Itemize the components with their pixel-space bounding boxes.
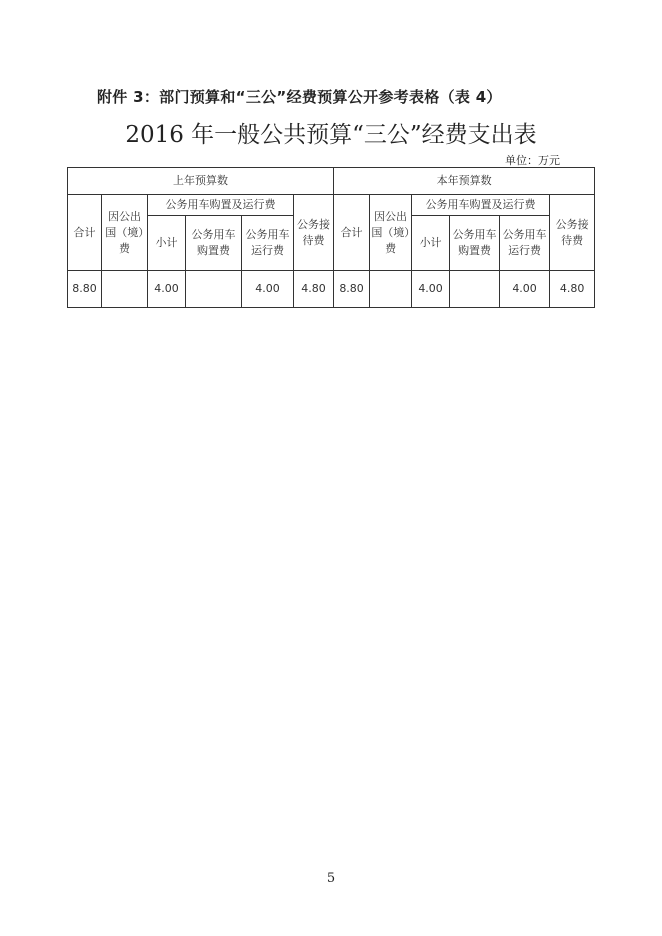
current-subtotal-cell: 4.00 xyxy=(412,271,450,308)
current-vehicle-purchase-cell xyxy=(450,271,500,308)
current-reception-cell: 4.80 xyxy=(550,271,595,308)
page-title: 2016 年一般公共预算“三公”经费支出表 xyxy=(125,122,537,148)
prior-overseas-cell xyxy=(102,271,148,308)
current-total-header: 合计 xyxy=(334,195,370,271)
prior-total-cell: 8.80 xyxy=(68,271,102,308)
budget-table xyxy=(67,167,595,308)
prior-vehicle-operation-cell: 4.00 xyxy=(242,271,294,308)
unit-label: 单位：万元 xyxy=(505,154,560,167)
current-vehicle-purchase-header: 公务用车购置费 xyxy=(450,216,500,271)
current-overseas-cell xyxy=(370,271,412,308)
table-row xyxy=(68,271,595,308)
current-subtotal-header: 小计 xyxy=(412,216,450,271)
current-reception-header: 公务接待费 xyxy=(550,195,595,271)
prior-reception-header: 公务接待费 xyxy=(294,195,334,271)
page-number: 5 xyxy=(326,871,336,886)
prior-subtotal-header: 小计 xyxy=(148,216,186,271)
current-overseas-header: 因公出国（境）费 xyxy=(370,195,412,271)
prior-overseas-header: 因公出国（境）费 xyxy=(102,195,148,271)
prior-vehicle-operation-header: 公务用车运行费 xyxy=(242,216,294,271)
prior-reception-cell: 4.80 xyxy=(294,271,334,308)
prior-subtotal-cell: 4.00 xyxy=(148,271,186,308)
prior-total-header: 合计 xyxy=(68,195,102,271)
current-vehicle-operation-header: 公务用车运行费 xyxy=(500,216,550,271)
current-vehicle-group-header: 公务用车购置及运行费 xyxy=(412,195,550,216)
current-total-cell: 8.80 xyxy=(334,271,370,308)
prior-vehicle-group-header: 公务用车购置及运行费 xyxy=(148,195,294,216)
prior-vehicle-purchase-header: 公务用车购置费 xyxy=(186,216,242,271)
current-vehicle-operation-cell: 4.00 xyxy=(500,271,550,308)
prior-vehicle-purchase-cell xyxy=(186,271,242,308)
prior-year-header: 上年预算数 xyxy=(68,168,334,195)
current-year-header: 本年预算数 xyxy=(334,168,595,195)
attachment-title: 附件 3：部门预算和“三公”经费预算公开参考表格（表 4） xyxy=(97,88,502,106)
